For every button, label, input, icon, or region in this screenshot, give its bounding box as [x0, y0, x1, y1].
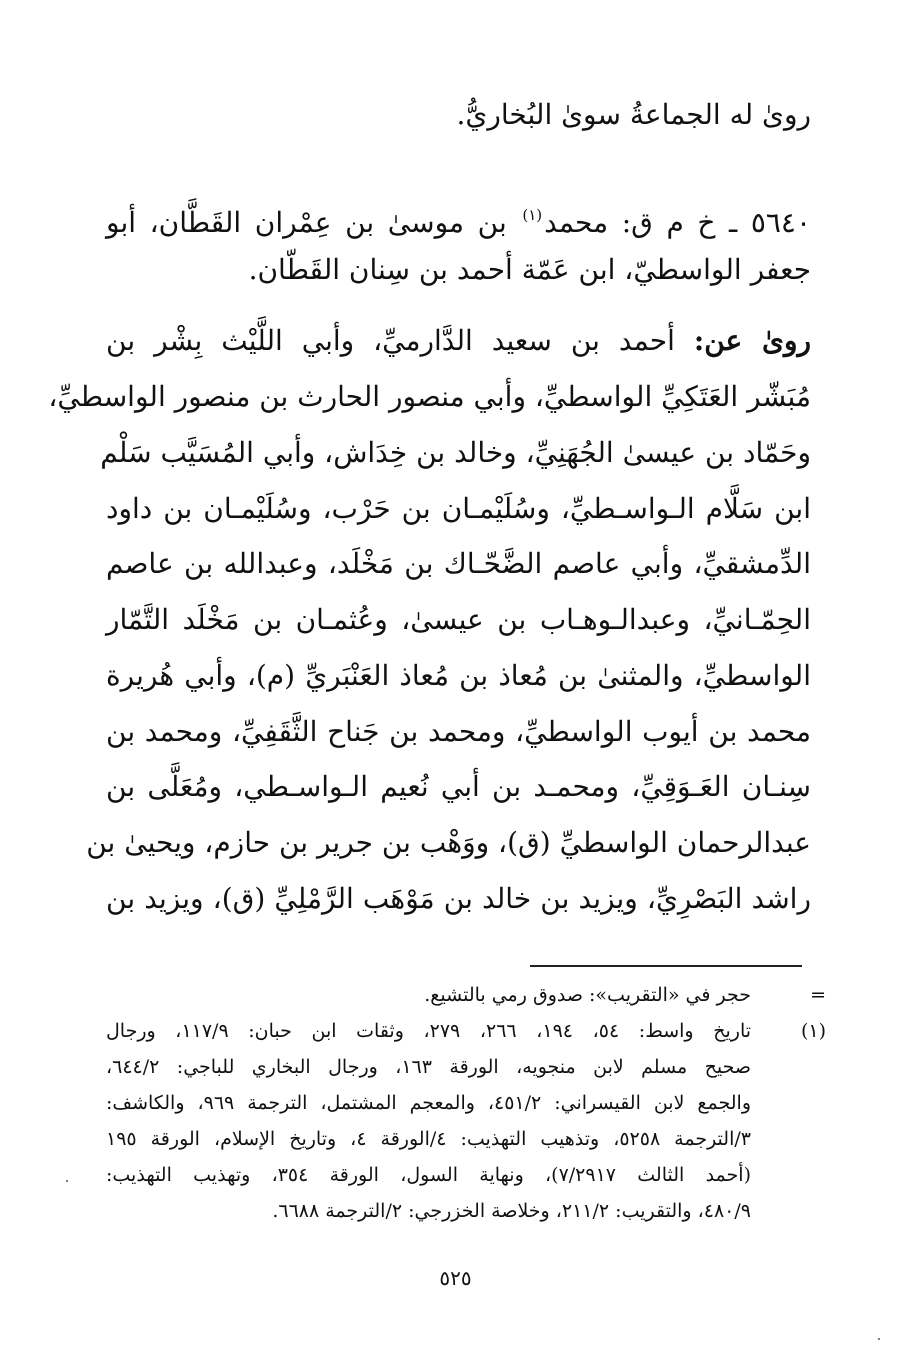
- entry-name-continued: بن موسىٰ بن عِمْران القَطَّان، أبو: [106, 206, 507, 239]
- narrated-from-line: الواسطيِّ، والمثنىٰ بن مُعاذ بن مُعاذ العَنْبَريِّ (م)، وأبي هُريرة: [106, 659, 811, 692]
- narrated-from-line: راشد البَصْرِيِّ، ويزيد بن خالد بن مَوْهَب الرَّمْلِيِّ (ق)، ويزيد بن: [106, 882, 811, 915]
- narrated-from-line: الحِمّـانيِّ، وعبدالـوهـاب بن عيسىٰ، وعُثمـان بن مَخْلَد التَّمّار: [106, 603, 811, 636]
- footnote-separator: [530, 965, 802, 967]
- footnote-1-marker: (١): [800, 1020, 826, 1042]
- narrated-from-line: سِنـان العَـوَقِيِّ، ومحمـد بن أبي نُعيم الـواسـطي، ومُعَلَّى بن: [106, 770, 811, 803]
- narrated-from-line: وحَمّاد بن عيسىٰ الجُهَنِيِّ، وخالد بن خِدَاش، وأبي المُسَيَّب سَلْم: [100, 436, 811, 469]
- narrated-from-line-1: [106, 321, 811, 361]
- narrated-from-line: عبدالرحمان الواسطيِّ (ق)، ووَهْب بن جرير بن حازم، ويحيىٰ بن: [86, 826, 811, 859]
- narrated-from-line: مُبَشّر العَتَكِيِّ الواسطيِّ، وأبي منصور الحارث بن منصور الواسطيِّ،: [48, 380, 811, 413]
- scan-speck: [878, 1338, 880, 1340]
- footnote-1-line: (أحمد الثالث ٧/٢٩١٧)، ونهاية السول، الورقة ٣٥٤، وتهذيب التهذيب:: [106, 1164, 751, 1186]
- footnote-1-line: تاريخ واسط: ٥٤، ١٩٤، ٢٦٦، ٢٧٩، وثقات ابن حبان: ١١٧/٩، ورجال: [106, 1020, 752, 1042]
- narrated-from-label: روىٰ عن:: [693, 324, 811, 357]
- scan-speck: [66, 1180, 68, 1182]
- footnote-1-line: ٤٨٠/٩، والتقريب: ٢١١/٢، وخلاصة الخزرجي: ٢/الترجمة ٦٦٨٨.: [272, 1200, 751, 1222]
- footnote-1-line: ٣/الترجمة ٥٢٥٨، وتذهيب التهذيب: ٤/الورقة ٤، وتاريخ الإسلام، الورقة ١٩٥: [106, 1128, 751, 1150]
- narrated-from-line: الدِّمشقيِّ، وأبي عاصم الضَّحّـاك بن مَخْلَد، وعبدالله بن عاصم: [106, 547, 811, 580]
- footnote-continuation: حجر في «التقريب»: صدوق رمي بالتشيع.: [424, 984, 751, 1006]
- footnote-1-line: والجمع لابن القيسراني: ٤٥١/٢، والمعجم المشتمل، الترجمة ٩٦٩، والكاشف:: [106, 1092, 751, 1114]
- entry-heading-line-2: جعفر الواسطيّ، ابن عَمّة أحمد بن سِنان القَطّان.: [248, 253, 811, 286]
- footnote-reference[interactable]: (١): [522, 206, 543, 224]
- narrated-from-text: أحمد بن سعيد الدَّارميِّ، وأبي اللَّيْث بِشْر بن: [106, 324, 675, 357]
- previous-entry-tail: روىٰ له الجماعةُ سوىٰ البُخاريُّ.: [456, 98, 811, 131]
- narrated-from-line: ابن سَلَّام الـواسـطيِّ، وسُلَيْمـان بن حَرْب، وسُلَيْمـان بن داود: [106, 492, 811, 525]
- entry-name: محمد: [544, 206, 609, 239]
- entry-number-codes: ٥٦٤٠ ـ خ م ق:: [621, 206, 811, 239]
- footnote-1-line: صحيح مسلم لابن منجويه، الورقة ١٦٣، ورجال البخاري للباجي: ٦٤٤/٢،: [106, 1056, 752, 1078]
- page-number: ٥٢٥: [439, 1266, 472, 1290]
- narrated-from-line: محمد بن أيوب الواسطيِّ، ومحمد بن جَناح الثَّقَفِيِّ، ومحمد بن: [106, 715, 811, 748]
- footnote-continuation-marker: =: [810, 984, 826, 1006]
- entry-heading-line: [106, 195, 811, 239]
